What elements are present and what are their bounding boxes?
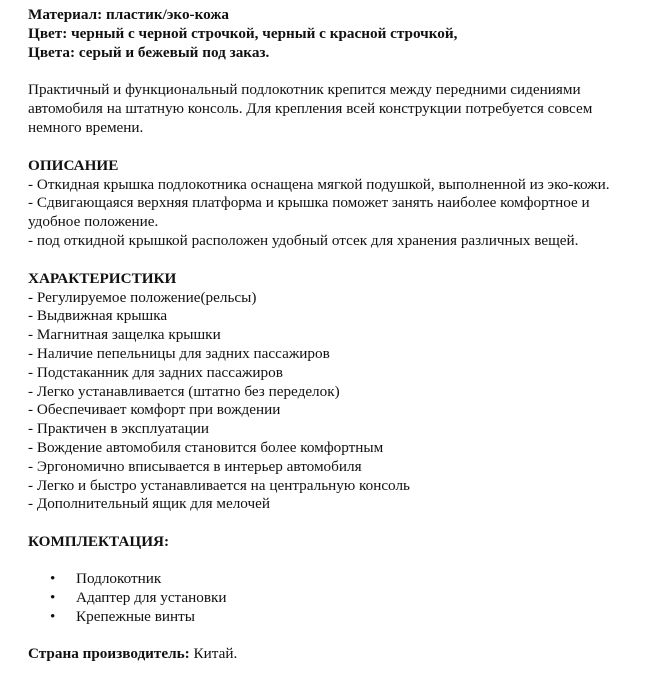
characteristic-item: - Магнитная защелка крышки	[28, 326, 221, 344]
description-section	[28, 157, 660, 251]
intro-paragraph	[28, 81, 660, 137]
characteristic-item: - Эргономично вписывается в интерьер автомобиля	[28, 457, 362, 475]
characteristic-item: - Практичен в эксплуатации	[28, 420, 210, 438]
package-item: • Крепежные винты	[28, 608, 660, 627]
material-value: пластик/эко-кожа	[102, 6, 229, 23]
colors-label: Цвета:	[28, 43, 76, 61]
package-item: • Адаптер для установки	[28, 589, 660, 608]
color-line	[28, 25, 660, 44]
description-line: - Откидная крышка подлокотника оснащена мягкой подушкой, выполненной из эко-кожи.	[28, 175, 610, 193]
document-body	[28, 6, 660, 664]
characteristic-item: - Дополнительный ящик для мелочей	[28, 495, 271, 513]
description-title: ОПИСАНИЕ	[28, 156, 119, 174]
characteristic-item: - Подстаканник для задних пассажиров	[28, 363, 283, 381]
material-label: Материал:	[28, 6, 103, 23]
origin-line	[28, 645, 660, 664]
characteristic-item: - Выдвижная крышка	[28, 307, 168, 325]
package-item: • Подлокотник	[28, 570, 660, 589]
characteristics-section	[28, 270, 660, 514]
material-line	[28, 6, 660, 25]
description-line: - Сдвигающаяся верхняя платформа и крышка поможет занять наиболее комфортное и	[28, 194, 590, 212]
intro-line: Практичный и функциональный подлокотник крепится между передними сидениями	[28, 81, 581, 99]
color-value: черный с черной строчкой, черный с красной строчкой,	[67, 24, 458, 42]
intro-line: автомобиля на штатную консоль. Для крепления всей конструкции потребуется совсем	[28, 100, 593, 118]
characteristic-item: - Наличие пепельницы для задних пассажиров	[28, 344, 330, 362]
characteristic-item: - Легко устанавливается (штатно без переделок)	[28, 382, 340, 400]
characteristic-item: - Легко и быстро устанавливается на центральную консоль	[28, 476, 410, 494]
intro-line: немного времени.	[28, 118, 144, 136]
package-section	[28, 533, 660, 626]
characteristic-item: - Обеспечивает комфорт при вождении	[28, 401, 281, 419]
characteristics-title: ХАРАКТЕРИСТИКИ	[28, 269, 177, 287]
description-line: - под откидной крышкой расположен удобный отсек для хранения различных вещей.	[28, 231, 579, 249]
color-label: Цвет:	[28, 24, 68, 42]
characteristic-item: - Регулируемое положение(рельсы)	[28, 288, 257, 306]
characteristic-item: - Вождение автомобиля становится более комфортным	[28, 438, 384, 456]
package-list	[28, 570, 660, 626]
colors-line	[28, 44, 660, 63]
description-line: удобное положение.	[28, 213, 159, 231]
origin-value: Китай.	[189, 645, 238, 663]
package-title: КОМПЛЕКТАЦИЯ:	[28, 533, 170, 551]
colors-value: серый и бежевый под заказ.	[75, 43, 270, 61]
origin-label: Страна производитель:	[28, 645, 190, 663]
